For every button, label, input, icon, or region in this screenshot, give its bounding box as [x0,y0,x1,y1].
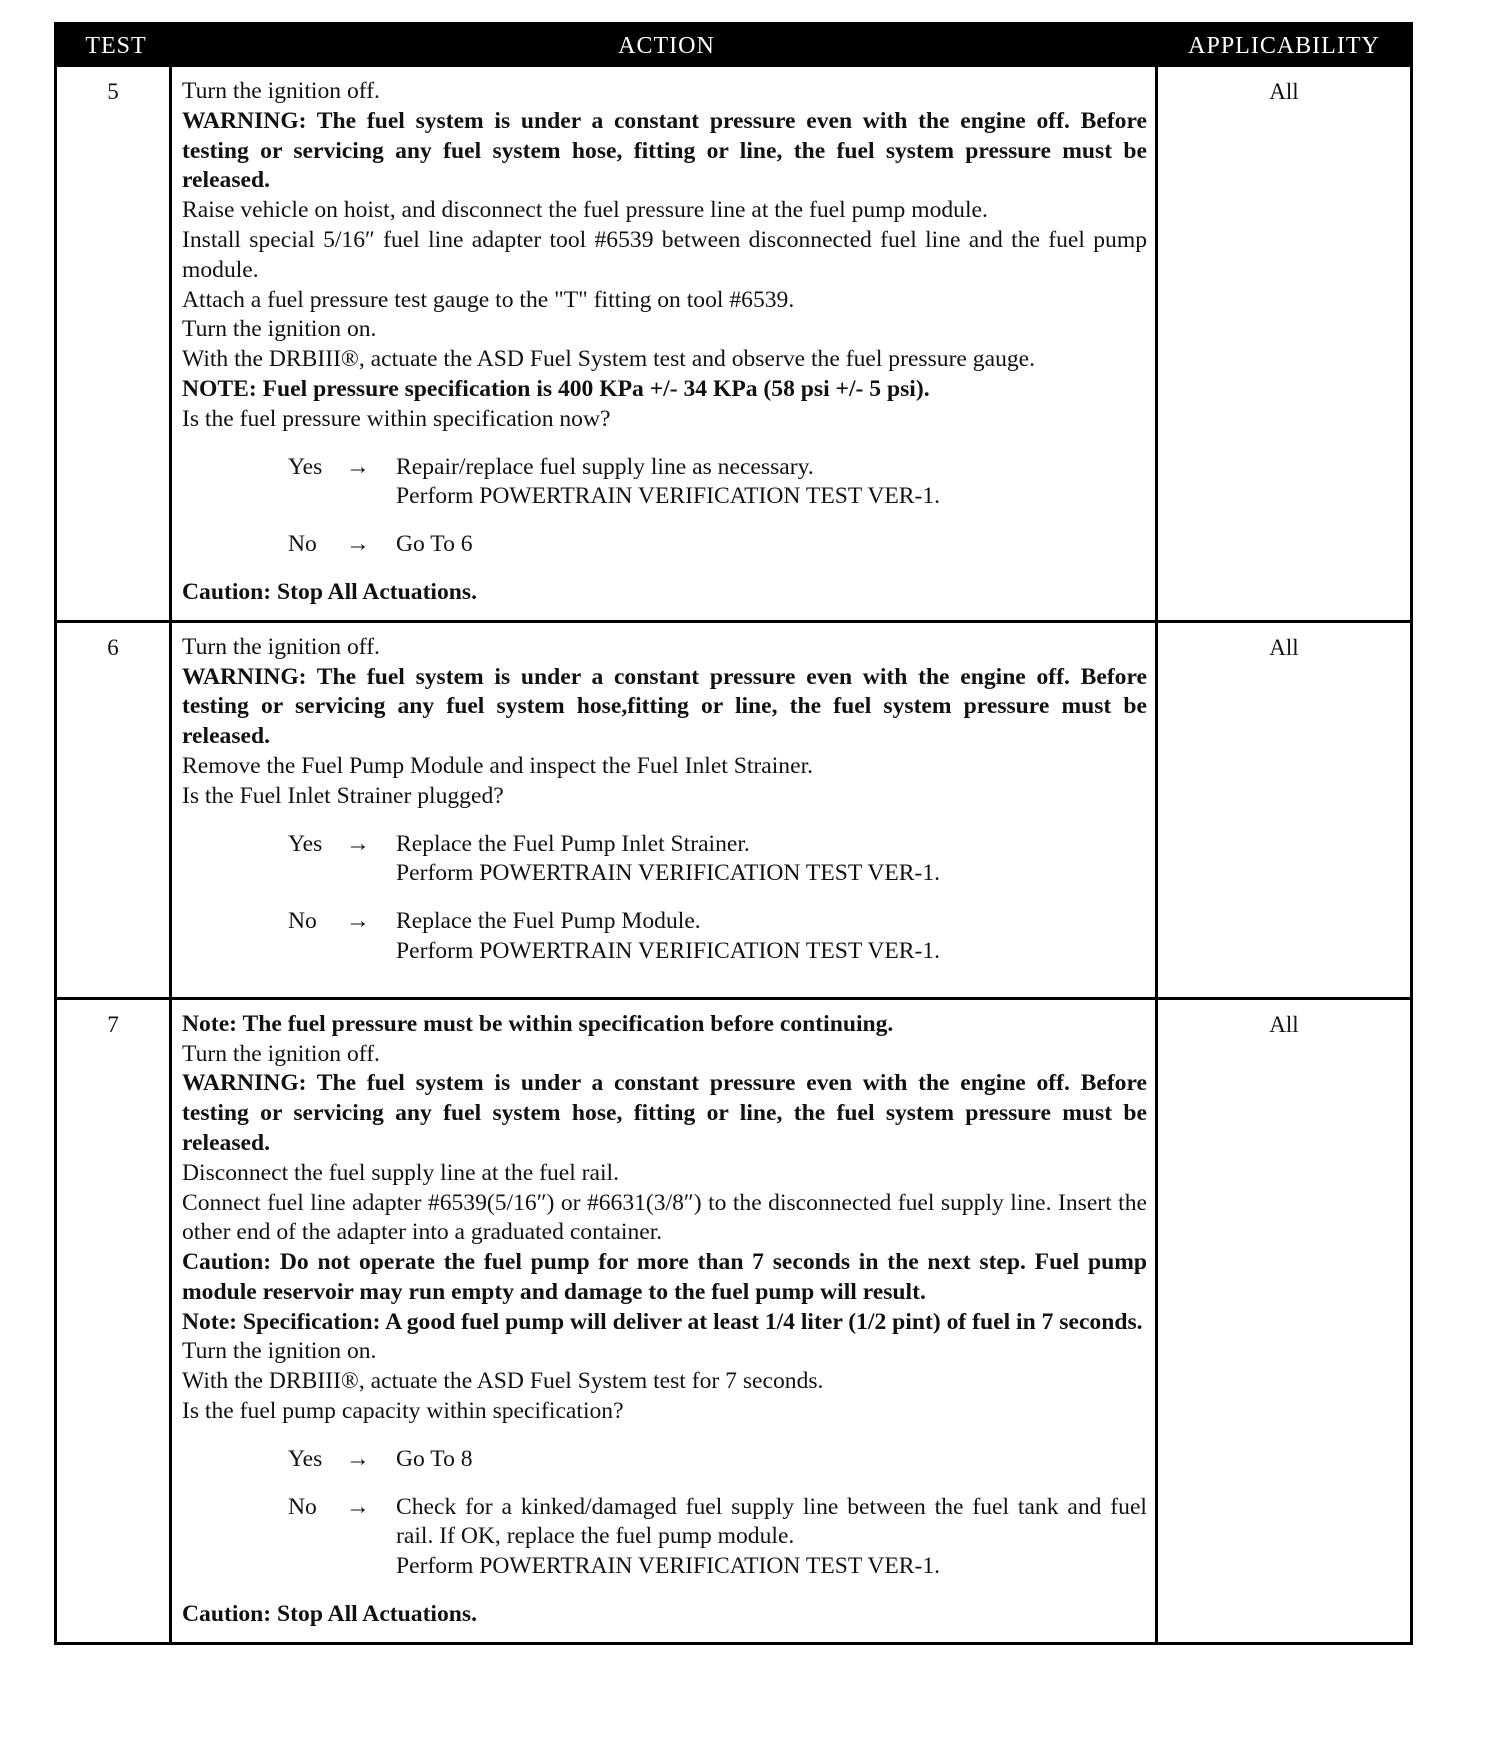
arrow-right-icon: → [346,830,370,857]
instruction-line: Attach a fuel pressure test gauge to the "T" fitting on tool #6539. [182,286,795,313]
no-branch [288,907,1147,967]
arrow-right-icon: → [346,531,370,558]
yes-label: Yes [288,453,323,480]
no-label: No [288,908,317,935]
test-number: 5 [57,67,172,620]
applicability-cell: All [1269,634,1299,660]
yes-branch [288,453,1147,513]
table-body [57,67,1410,1642]
instruction-line: With the DRBIII®, actuate the ASD Fuel System test and observe the fuel pressure gauge. [182,346,1036,373]
no-result [396,1493,1147,1582]
yes-label: Yes [288,1445,323,1472]
instruction-line: Raise vehicle on hoist, and disconnect the fuel pressure line at the fuel pump module. [182,197,988,224]
instruction-line: Turn the ignition off. [182,633,380,660]
diagnostic-table [54,22,1413,1645]
instruction-line: Turn the ignition off. [182,78,380,104]
table-row [57,67,1410,620]
arrow-right-icon: → [346,1445,370,1472]
bold-instruction: WARNING: The fuel system is under a constant pressure even with the engine off. Before testing or servicing any fuel system hose,fitting or line, the fuel system pressure must be released. [182,663,1147,750]
arrow-right-icon: → [346,908,370,935]
bold-instruction: Caution: Do not operate the fuel pump for more than 7 seconds in the next step. Fuel pump module reservoir may run empty and damage to the fuel pump will result. [182,1249,1147,1305]
bold-instruction: NOTE: Fuel pressure specification is 400 KPa +/- 34 KPa (58 psi +/- 5 psi). [182,375,930,402]
test-number: 6 [57,623,172,997]
no-label: No [288,1493,317,1520]
no-branch [288,530,1147,560]
action-cell [172,623,1158,997]
yes-branch [288,830,1147,890]
header-applicability: APPLICABILITY [1188,32,1380,59]
table-row [57,620,1410,997]
caution-footer: Caution: Stop All Actuations. [182,578,477,605]
instruction-line: Is the Fuel Inlet Strainer plugged? [182,782,504,809]
arrow-right-icon: → [346,1493,370,1520]
result-line: Check for a kinked/damaged fuel supply line between the fuel tank and fuel rail. If OK, replace the fuel pump module. [396,1493,1147,1550]
table-row [57,997,1410,1642]
bold-instruction: Note: The fuel pressure must be within specification before continuing. [182,1010,894,1037]
applicability-cell: All [1269,79,1299,104]
yes-result [396,830,1147,890]
result-line: Replace the Fuel Pump Inlet Strainer. [396,830,750,857]
result-line: Go To 8 [396,1445,473,1472]
yes-result [396,1445,1147,1475]
table-header [57,25,1410,67]
bold-instruction: WARNING: The fuel system is under a constant pressure even with the engine off. Before testing or servicing any fuel system hose, fitting or line, the fuel system pressure must be released. [182,1070,1147,1156]
result-line: Perform POWERTRAIN VERIFICATION TEST VER-1. [396,860,941,887]
applicability-cell: All [1269,1011,1299,1037]
instruction-line: Disconnect the fuel supply line at the fuel rail. [182,1159,620,1186]
action-cell [172,1000,1158,1642]
instruction-line: Is the fuel pump capacity within specification? [182,1398,624,1425]
result-line: Replace the Fuel Pump Module. [396,908,701,935]
instruction-line: Is the fuel pressure within specification now? [182,405,611,432]
instruction-line: With the DRBIII®, actuate the ASD Fuel System test for 7 seconds. [182,1368,824,1395]
instruction-line: Turn the ignition on. [182,1338,377,1365]
instruction-line: Remove the Fuel Pump Module and inspect the Fuel Inlet Strainer. [182,752,814,779]
result-line: Perform POWERTRAIN VERIFICATION TEST VER-1. [396,1553,941,1580]
result-line: Repair/replace fuel supply line as necessary. [396,453,814,480]
no-label: No [288,531,317,558]
instruction-line: Turn the ignition on. [182,316,377,343]
bold-instruction: Note: Specification: A good fuel pump will deliver at least 1/4 liter (1/2 pint) of fuel in 7 seconds. [182,1308,1143,1335]
action-cell [172,67,1158,620]
arrow-right-icon: → [346,453,370,480]
header-test: TEST [85,32,147,59]
yes-branch [288,1445,1147,1475]
instruction-line: Turn the ignition off. [182,1040,380,1067]
result-line: Perform POWERTRAIN VERIFICATION TEST VER-1. [396,483,941,510]
caution-footer: Caution: Stop All Actuations. [182,1601,477,1628]
instruction-line: Connect fuel line adapter #6539(5/16″) or #6631(3/8″) to the disconnected fuel supply line. Insert the other end of the adapter into a graduated container. [182,1189,1147,1246]
no-result [396,907,1147,967]
instruction-line: Install special 5/16″ fuel line adapter tool #6539 between disconnected fuel line and the fuel pump module. [182,226,1147,283]
result-line: Perform POWERTRAIN VERIFICATION TEST VER-1. [396,937,941,964]
bold-instruction: WARNING: The fuel system is under a constant pressure even with the engine off. Before testing or servicing any fuel system hose, fitting or line, the fuel system pressure must be released. [182,107,1147,194]
test-number: 7 [57,1000,172,1642]
no-branch [288,1493,1147,1582]
header-action: ACTION [618,32,715,59]
no-result [396,530,1147,560]
result-line: Go To 6 [396,531,473,558]
yes-result [396,453,1147,513]
yes-label: Yes [288,830,323,857]
